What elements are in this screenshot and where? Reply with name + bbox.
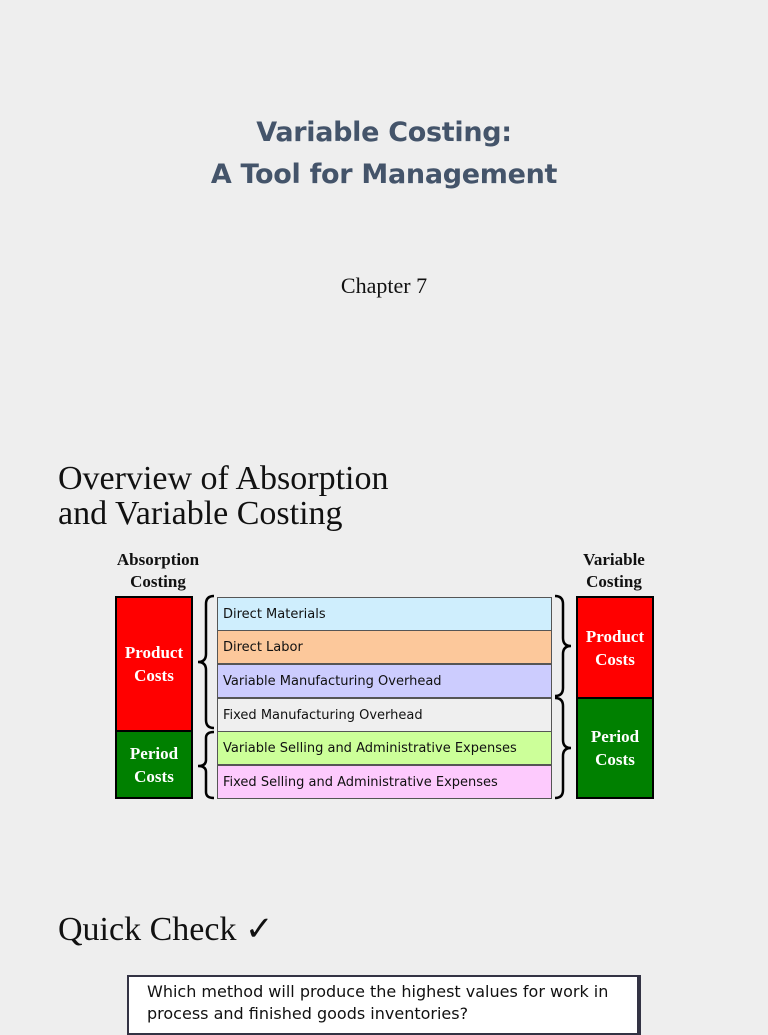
variable-period-bracket xyxy=(555,698,571,798)
absorption-period-bracket xyxy=(198,732,214,798)
absorption-product-line-2: Costs xyxy=(134,666,174,685)
variable-brackets xyxy=(551,594,575,802)
cost-item-fixed-manufacturing-overhead: Fixed Manufacturing Overhead xyxy=(217,698,552,732)
quick-check-question: Which method will produce the highest values for work in process and finished goods inventories? xyxy=(147,982,609,1023)
absorption-period-line-1: Period xyxy=(129,743,179,763)
variable-product-line-2: Costs xyxy=(595,649,635,669)
variable-label-line-1: Variable xyxy=(583,550,645,569)
variable-period-costs-block xyxy=(576,697,654,799)
cost-item-direct-labor: Direct Labor xyxy=(217,630,552,664)
cost-item-direct-materials: Direct Materials xyxy=(217,597,552,631)
absorption-period-line-2: Costs xyxy=(134,766,174,786)
absorption-period-costs-block xyxy=(115,730,193,799)
variable-product-costs-block xyxy=(576,596,654,699)
overview-heading-line-1: Overview of Absorption xyxy=(58,460,389,497)
absorption-brackets xyxy=(194,594,218,802)
slide-title-line-1: Variable Costing: xyxy=(256,117,512,148)
chapter-label: Chapter 7 xyxy=(340,273,428,298)
absorption-product-bracket xyxy=(198,596,214,728)
cost-item-variable-manufacturing-overhead: Variable Manufacturing Overhead xyxy=(217,664,552,698)
absorption-costing-label xyxy=(103,549,213,593)
variable-costing-label xyxy=(565,549,663,593)
variable-product-bracket xyxy=(555,596,571,696)
variable-period-line-1: Period xyxy=(590,727,640,746)
cost-item-fixed-selling-admin: Fixed Selling and Administrative Expenses xyxy=(217,765,552,799)
quick-check-question-box xyxy=(127,975,641,1035)
quick-check-heading: Quick Check ✓ xyxy=(58,911,274,948)
variable-period-line-2: Costs xyxy=(595,750,635,769)
overview-heading-line-2: and Variable Costing xyxy=(58,495,343,532)
absorption-label-line-2: Costing xyxy=(130,572,186,591)
cost-item-variable-selling-admin: Variable Selling and Administrative Expenses xyxy=(217,731,552,765)
absorption-label-line-1: Absorption xyxy=(116,550,200,569)
slide-title-line-2: A Tool for Management xyxy=(210,159,558,190)
variable-product-line-1: Product xyxy=(585,626,645,646)
absorption-product-line-1: Product xyxy=(124,643,184,662)
absorption-product-costs-block xyxy=(115,596,193,732)
variable-label-line-2: Costing xyxy=(586,572,642,591)
